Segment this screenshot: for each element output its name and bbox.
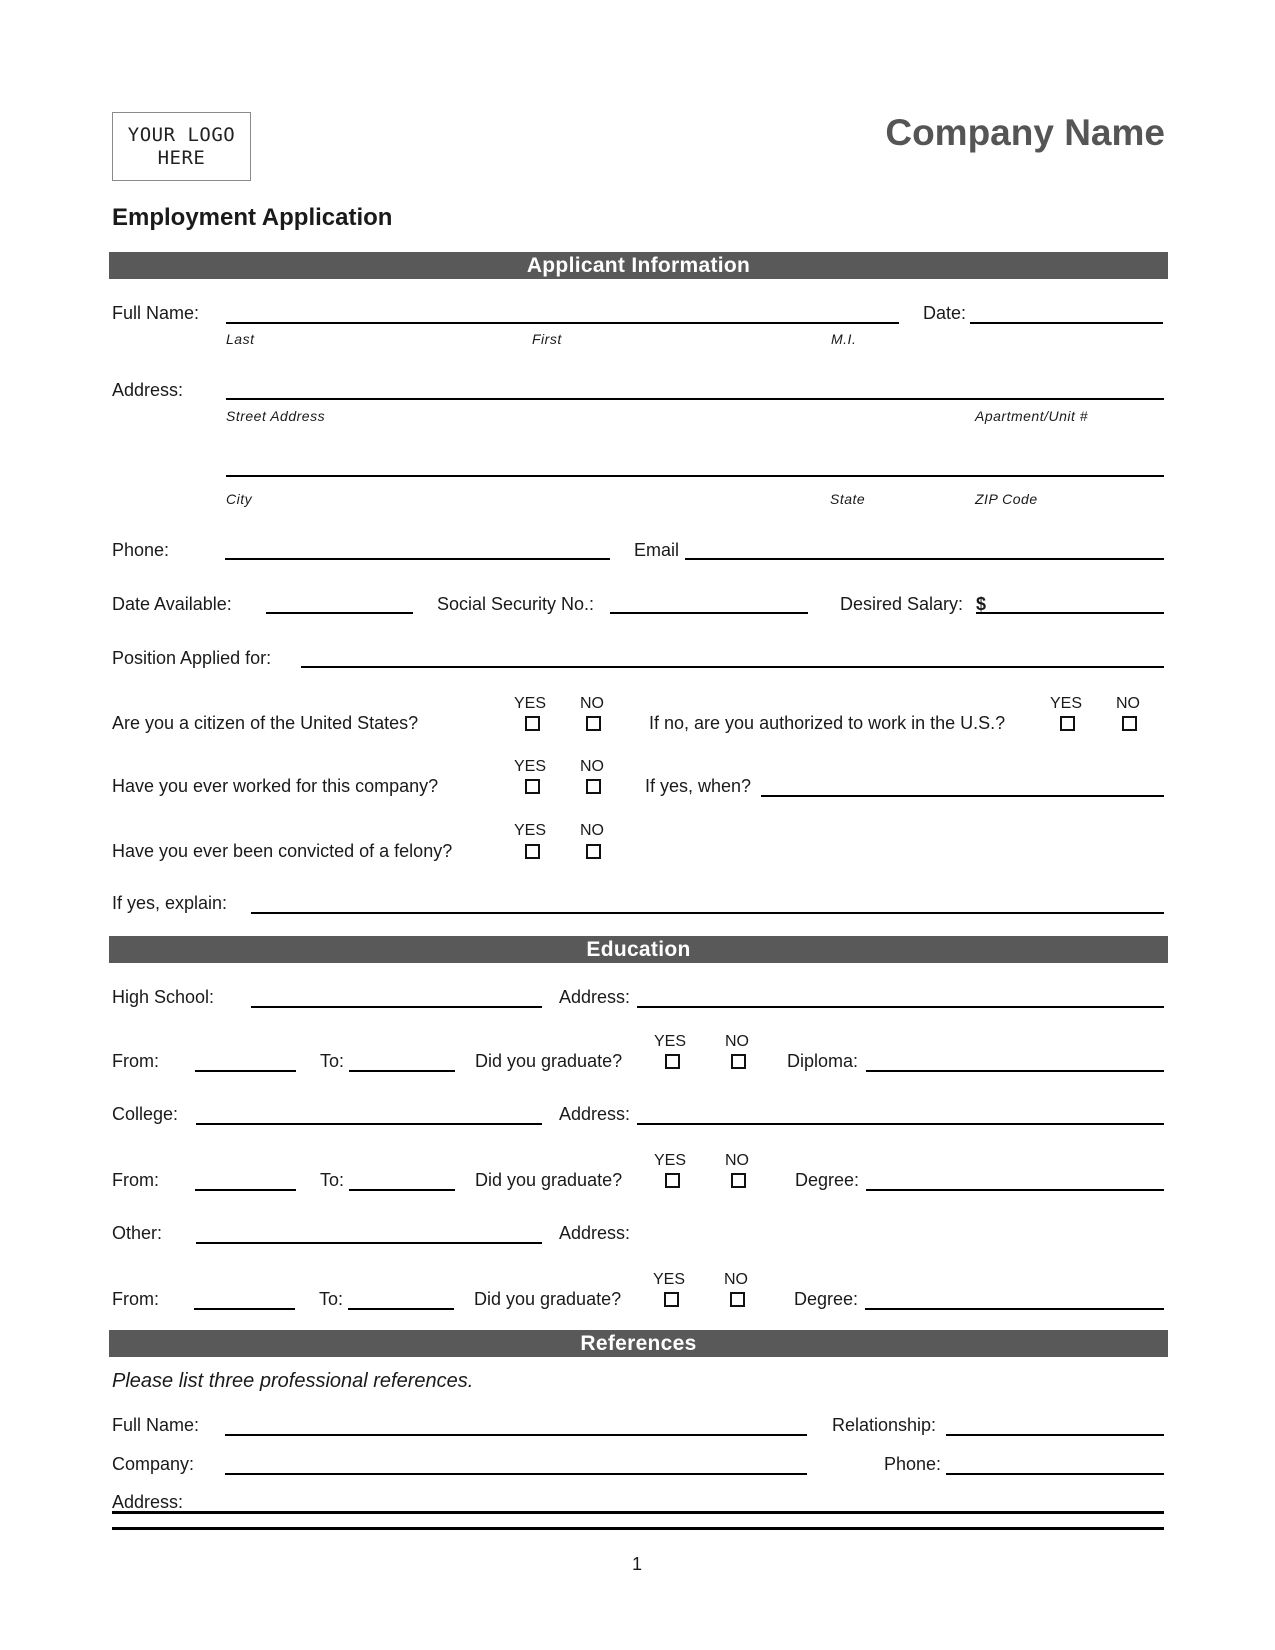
- other-graduate-question: Did you graduate?: [474, 1289, 622, 1309]
- section-header-applicant: Applicant Information: [109, 252, 1168, 279]
- references-intro: Please list three professional references.: [112, 1370, 474, 1392]
- if-yes-when-field[interactable]: [761, 795, 1164, 797]
- college-address-label: Address:: [559, 1104, 631, 1124]
- hs-graduate-no-label: NO: [725, 1033, 749, 1050]
- section-header-references: References: [109, 1330, 1168, 1357]
- state-caption: State: [830, 491, 866, 507]
- hs-to-field[interactable]: [349, 1070, 455, 1072]
- first-name-caption: First: [532, 331, 562, 347]
- hs-from-label: From:: [112, 1051, 159, 1071]
- address-label: Address:: [112, 380, 184, 400]
- logo-placeholder: [112, 112, 251, 181]
- zip-caption: ZIP Code: [975, 491, 1038, 507]
- high-school-address-label: Address:: [559, 987, 631, 1007]
- citizen-no-checkbox[interactable]: [586, 716, 601, 731]
- ssn-field[interactable]: [610, 612, 808, 614]
- desired-salary-label: Desired Salary:: [840, 594, 964, 614]
- ref-relationship-label: Relationship:: [832, 1415, 937, 1435]
- hs-graduate-yes-checkbox[interactable]: [665, 1054, 680, 1069]
- position-field[interactable]: [301, 666, 1164, 668]
- phone-field[interactable]: [225, 558, 610, 560]
- citizen-yes-label: YES: [514, 695, 547, 712]
- worked-yes-label: YES: [514, 758, 547, 775]
- worked-yes-checkbox[interactable]: [525, 779, 540, 794]
- city-state-zip-field[interactable]: [226, 475, 1164, 477]
- email-field[interactable]: [685, 558, 1164, 560]
- middle-initial-caption: M.I.: [831, 331, 857, 347]
- citizen-yes-checkbox[interactable]: [525, 716, 540, 731]
- other-label: Other:: [112, 1223, 163, 1243]
- felony-no-label: NO: [580, 822, 604, 839]
- citizen-question: Are you a citizen of the United States?: [112, 713, 419, 733]
- position-label: Position Applied for:: [112, 648, 272, 668]
- college-graduate-yes-label: YES: [654, 1152, 687, 1169]
- felony-no-checkbox[interactable]: [586, 844, 601, 859]
- felony-question: Have you ever been convicted of a felony?: [112, 841, 453, 861]
- college-from-label: From:: [112, 1170, 159, 1190]
- city-caption: City: [226, 491, 253, 507]
- college-address-field[interactable]: [637, 1123, 1164, 1125]
- college-graduate-no-checkbox[interactable]: [731, 1173, 746, 1188]
- hs-from-field[interactable]: [195, 1070, 296, 1072]
- salary-currency: $: [976, 594, 987, 614]
- authorized-question: If no, are you authorized to work in the U.S.?: [649, 713, 1006, 733]
- other-graduate-yes-checkbox[interactable]: [664, 1292, 679, 1307]
- authorized-yes-checkbox[interactable]: [1060, 716, 1075, 731]
- logo-text: YOUR LOGO HERE: [127, 123, 236, 169]
- high-school-label: High School:: [112, 987, 215, 1007]
- last-name-caption: Last: [226, 331, 255, 347]
- other-degree-label: Degree:: [794, 1289, 859, 1309]
- ref-address-label: Address:: [112, 1492, 184, 1512]
- other-degree-field[interactable]: [865, 1308, 1164, 1310]
- hs-graduate-question: Did you graduate?: [475, 1051, 623, 1071]
- other-to-label: To:: [319, 1289, 344, 1309]
- college-degree-field[interactable]: [866, 1189, 1164, 1191]
- college-degree-label: Degree:: [795, 1170, 860, 1190]
- other-graduate-no-checkbox[interactable]: [730, 1292, 745, 1307]
- desired-salary-field[interactable]: [976, 612, 1164, 614]
- worked-no-checkbox[interactable]: [586, 779, 601, 794]
- high-school-address-field[interactable]: [637, 1006, 1164, 1008]
- other-school-field[interactable]: [196, 1242, 542, 1244]
- college-field[interactable]: [196, 1123, 542, 1125]
- phone-label: Phone:: [112, 540, 170, 560]
- other-from-label: From:: [112, 1289, 159, 1309]
- ref-relationship-field[interactable]: [946, 1434, 1164, 1436]
- page-number: 1: [632, 1554, 643, 1574]
- college-to-field[interactable]: [349, 1189, 455, 1191]
- if-yes-explain-label: If yes, explain:: [112, 893, 228, 913]
- full-name-field[interactable]: [226, 322, 899, 324]
- other-to-field[interactable]: [348, 1308, 454, 1310]
- high-school-field[interactable]: [251, 1006, 542, 1008]
- date-available-label: Date Available:: [112, 594, 232, 614]
- date-label: Date:: [923, 303, 967, 323]
- authorized-no-checkbox[interactable]: [1122, 716, 1137, 731]
- college-label: College:: [112, 1104, 179, 1124]
- ref-full-name-label: Full Name:: [112, 1415, 200, 1435]
- hs-graduate-no-checkbox[interactable]: [731, 1054, 746, 1069]
- other-address-label: Address:: [559, 1223, 631, 1243]
- college-graduate-no-label: NO: [725, 1152, 749, 1169]
- citizen-no-label: NO: [580, 695, 604, 712]
- street-address-caption: Street Address: [226, 408, 326, 424]
- email-label: Email: [634, 540, 680, 560]
- ref-company-field[interactable]: [225, 1473, 807, 1475]
- ssn-label: Social Security No.:: [437, 594, 595, 614]
- ref-address-divider: [112, 1527, 1164, 1530]
- college-from-field[interactable]: [195, 1189, 296, 1191]
- if-yes-when-label: If yes, when?: [645, 776, 752, 796]
- authorized-no-label: NO: [1116, 695, 1140, 712]
- college-graduate-question: Did you graduate?: [475, 1170, 623, 1190]
- explain-field[interactable]: [251, 912, 1164, 914]
- street-address-field[interactable]: [226, 398, 1164, 400]
- company-name: Company Name: [885, 112, 1165, 153]
- apartment-caption: Apartment/Unit #: [975, 408, 1089, 424]
- college-to-label: To:: [320, 1170, 345, 1190]
- ref-address-field[interactable]: [112, 1511, 1164, 1514]
- date-available-field[interactable]: [266, 612, 413, 614]
- worked-question: Have you ever worked for this company?: [112, 776, 439, 796]
- hs-graduate-yes-label: YES: [654, 1033, 687, 1050]
- diploma-field[interactable]: [866, 1070, 1164, 1072]
- felony-yes-label: YES: [514, 822, 547, 839]
- ref-full-name-field[interactable]: [225, 1434, 807, 1436]
- worked-no-label: NO: [580, 758, 604, 775]
- diploma-label: Diploma:: [787, 1051, 859, 1071]
- form-title: Employment Application: [112, 204, 393, 231]
- college-graduate-yes-checkbox[interactable]: [665, 1173, 680, 1188]
- ref-company-label: Company:: [112, 1454, 195, 1474]
- ref-phone-label: Phone:: [884, 1454, 942, 1474]
- other-graduate-no-label: NO: [724, 1271, 748, 1288]
- other-from-field[interactable]: [194, 1308, 295, 1310]
- felony-yes-checkbox[interactable]: [525, 844, 540, 859]
- authorized-yes-label: YES: [1050, 695, 1083, 712]
- other-graduate-yes-label: YES: [653, 1271, 686, 1288]
- ref-phone-field[interactable]: [946, 1473, 1164, 1475]
- date-field[interactable]: [970, 322, 1163, 324]
- hs-to-label: To:: [320, 1051, 345, 1071]
- full-name-label: Full Name:: [112, 303, 200, 323]
- section-header-education: Education: [109, 936, 1168, 963]
